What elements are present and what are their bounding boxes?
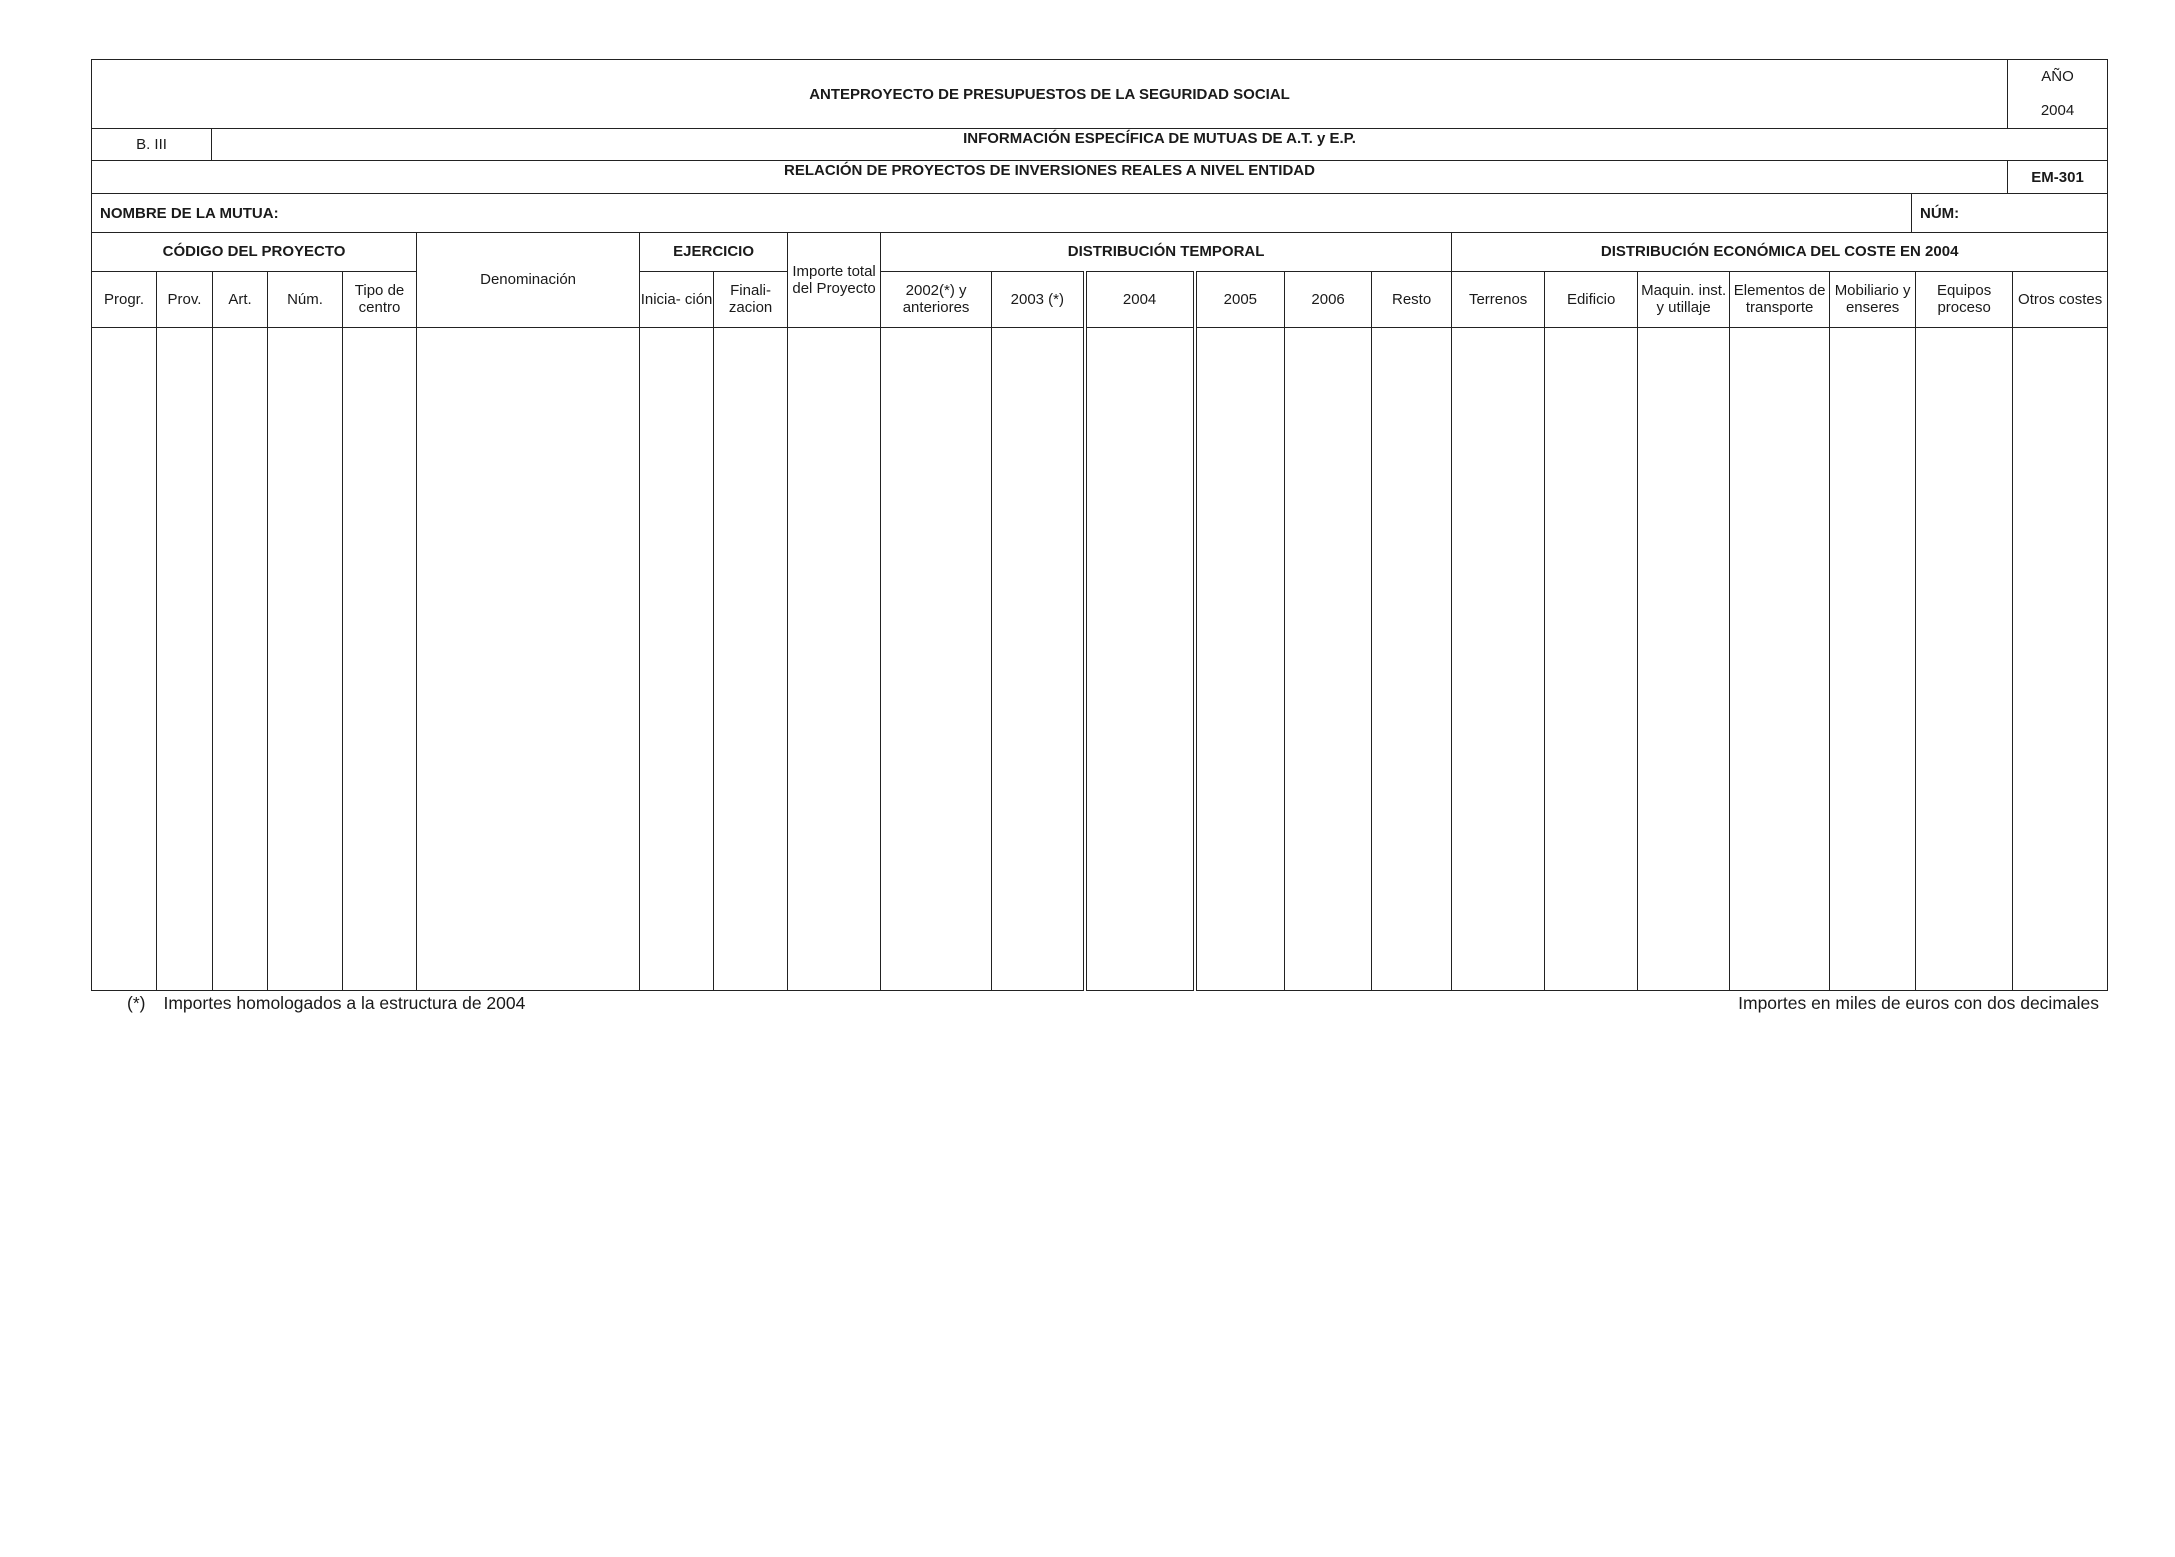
cell-otros-costes[interactable] [2013, 327, 2108, 990]
cell-prov[interactable] [157, 327, 213, 990]
col-art: Art. [213, 271, 268, 327]
col-num: Núm. [268, 271, 343, 327]
col-2005: 2005 [1195, 271, 1285, 327]
cell-num[interactable] [268, 327, 343, 990]
col-2006: 2006 [1285, 271, 1372, 327]
cell-denominacion[interactable] [417, 327, 640, 990]
col-2003: 2003 (*) [992, 271, 1085, 327]
group-distribucion-economica: DISTRIBUCIÓN ECONÓMICA DEL COSTE EN 2004 [1452, 232, 2108, 271]
cell-edificio[interactable] [1545, 327, 1638, 990]
footnote-text: Importes homologados a la estructura de 2004 [163, 993, 526, 1013]
cell-art[interactable] [213, 327, 268, 990]
col-terrenos: Terrenos [1452, 271, 1545, 327]
cell-resto[interactable] [1372, 327, 1452, 990]
footnote-asterisk: (*) [127, 993, 146, 1013]
cell-progr[interactable] [92, 327, 157, 990]
form-header [91, 59, 2108, 233]
col-tipo-centro: Tipo de centro [343, 271, 417, 327]
group-distribucion-temporal: DISTRIBUCIÓN TEMPORAL [881, 232, 1452, 271]
projects-table [91, 232, 2108, 991]
cell-finalizacion[interactable] [714, 327, 788, 990]
group-codigo: CÓDIGO DEL PROYECTO [92, 232, 417, 271]
year-label: AÑO [2041, 68, 2074, 85]
col-mobiliario: Mobiliario y enseres [1830, 271, 1916, 327]
form-code: EM-301 [2008, 161, 2108, 194]
year-value: 2004 [2040, 102, 2075, 119]
col-otros-costes: Otros costes [2013, 271, 2108, 327]
cell-2004[interactable] [1085, 327, 1195, 990]
col-equipos-proceso: Equipos proceso [1916, 271, 2013, 327]
col-maquinaria: Maquin. inst. y utillaje [1638, 271, 1730, 327]
section-title: INFORMACIÓN ESPECÍFICA DE MUTUAS DE A.T. y E.P. [212, 129, 2108, 161]
mutua-num-field[interactable]: NÚM: [1912, 194, 2108, 233]
col-prov: Prov. [157, 271, 213, 327]
units-note: Importes en miles de euros con dos decimales [1738, 993, 2099, 1013]
cell-elementos-transporte[interactable] [1730, 327, 1830, 990]
col-edificio: Edificio [1545, 271, 1638, 327]
cell-mobiliario[interactable] [1830, 327, 1916, 990]
cell-2002[interactable] [881, 327, 992, 990]
cell-equipos-proceso[interactable] [1916, 327, 2013, 990]
report-title: RELACIÓN DE PROYECTOS DE INVERSIONES REALES A NIVEL ENTIDAD [92, 161, 2008, 194]
cell-maquinaria[interactable] [1638, 327, 1730, 990]
year-box [2008, 60, 2108, 129]
cell-tipo-centro[interactable] [343, 327, 417, 990]
col-denominacion: Denominación [417, 232, 640, 327]
col-finalizacion: Finali- zacion [714, 271, 788, 327]
cell-importe-total[interactable] [788, 327, 881, 990]
cell-2006[interactable] [1285, 327, 1372, 990]
col-progr: Progr. [92, 271, 157, 327]
budget-form [91, 59, 2107, 991]
section-code: B. III [92, 129, 212, 161]
table-body-row [92, 327, 2108, 990]
col-importe-total: Importe total del Proyecto [788, 232, 881, 327]
col-2002-anteriores: 2002(*) y anteriores [881, 271, 992, 327]
page-title: ANTEPROYECTO DE PRESUPUESTOS DE LA SEGURIDAD SOCIAL [92, 60, 2008, 129]
col-elementos-transporte: Elementos de transporte [1730, 271, 1830, 327]
cell-2005[interactable] [1195, 327, 1285, 990]
group-ejercicio: EJERCICIO [640, 232, 788, 271]
col-resto: Resto [1372, 271, 1452, 327]
mutua-name-field[interactable]: NOMBRE DE LA MUTUA: [92, 194, 1912, 233]
cell-2003[interactable] [992, 327, 1085, 990]
cell-terrenos[interactable] [1452, 327, 1545, 990]
col-iniciacion: Inicia- ción [640, 271, 714, 327]
col-2004: 2004 [1085, 271, 1195, 327]
footnote-left [127, 993, 525, 1014]
cell-iniciacion[interactable] [640, 327, 714, 990]
